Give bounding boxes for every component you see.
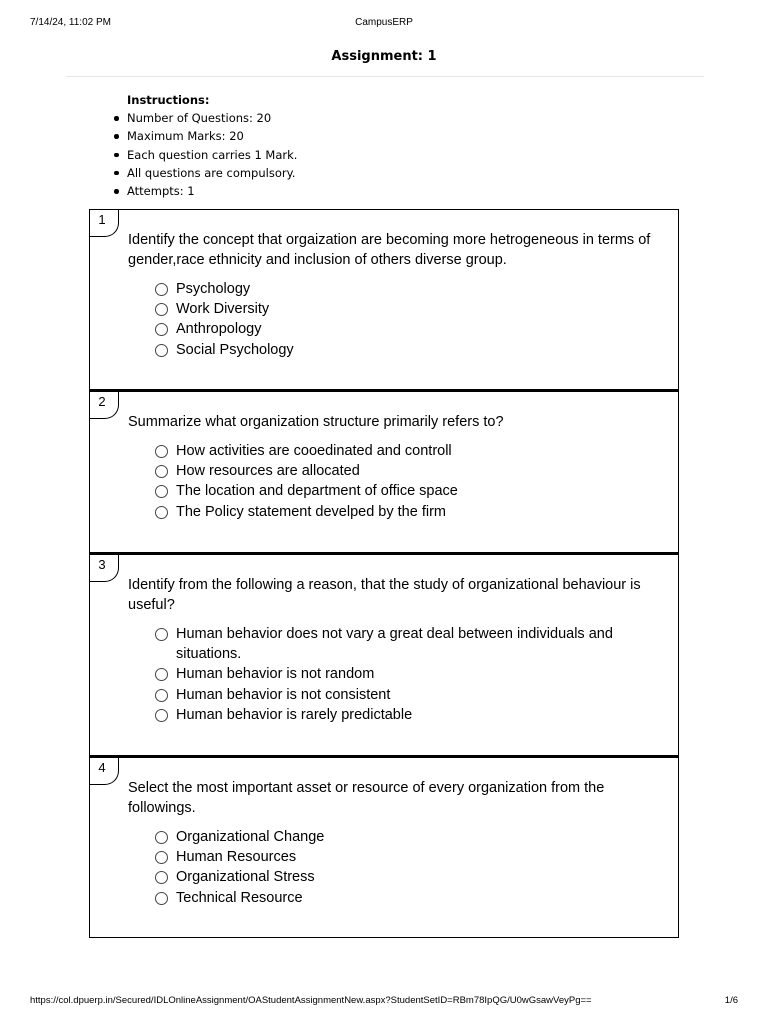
option-label: Work Diversity: [176, 301, 270, 318]
answer-option[interactable]: [155, 502, 638, 522]
radio-button[interactable]: [155, 485, 168, 498]
answer-option[interactable]: [155, 685, 638, 705]
print-header: [30, 17, 738, 31]
question-card-1: [89, 209, 679, 391]
answer-option[interactable]: [155, 340, 638, 360]
option-label: The Policy statement develped by the firm: [176, 503, 446, 520]
answer-option[interactable]: [155, 299, 638, 319]
answer-option[interactable]: [155, 461, 638, 481]
answer-option[interactable]: [155, 827, 638, 847]
instruction-item: Number of Questions: 20: [127, 109, 297, 127]
radio-button[interactable]: [155, 689, 168, 702]
option-label: How resources are allocated: [176, 463, 360, 480]
option-label: Human behavior is not random: [176, 666, 375, 683]
answer-options: [155, 279, 638, 360]
answer-option[interactable]: [155, 867, 638, 887]
answer-options: [155, 827, 638, 908]
page-url: https://col.dpuerp.in/Secured/IDLOnlineAssignment/OAStudentAssignmentNew.aspx?StudentSetID=RBm78IpQG/U0wGsawVeyPg==: [30, 995, 592, 1006]
radio-button[interactable]: [155, 465, 168, 478]
page-title: Assignment: 1: [331, 49, 437, 64]
option-label: Human behavior is not consistent: [176, 686, 391, 703]
instructions-list: [127, 109, 297, 200]
option-label: Anthropology: [176, 321, 262, 338]
answer-options: [155, 441, 638, 522]
instruction-item: Maximum Marks: 20: [127, 127, 297, 145]
question-number: 2: [90, 392, 119, 419]
instruction-item: Each question carries 1 Mark.: [127, 146, 297, 164]
option-label: Technical Resource: [176, 889, 303, 906]
radio-button[interactable]: [155, 892, 168, 905]
radio-button[interactable]: [155, 323, 168, 336]
radio-button[interactable]: [155, 445, 168, 458]
radio-button[interactable]: [155, 628, 168, 641]
question-card-3: [89, 552, 679, 757]
title-divider: [66, 76, 704, 77]
print-datetime: 7/14/24, 11:02 PM: [30, 17, 111, 28]
instructions-block: [127, 92, 297, 200]
question-number: 4: [90, 758, 119, 785]
question-card-4: [89, 755, 679, 938]
radio-button[interactable]: [155, 344, 168, 357]
question-number: 1: [90, 210, 119, 237]
question-text: Identify the concept that orgaization are becoming more hetrogeneous in terms of gender,race ethnicity and inclusion of others diverse group.: [128, 232, 651, 268]
option-label: How activities are cooedinated and controll: [176, 443, 452, 459]
option-label: The location and department of office space: [176, 483, 458, 500]
answer-option[interactable]: [155, 705, 638, 725]
answer-option[interactable]: [155, 319, 638, 339]
answer-option[interactable]: [155, 888, 638, 908]
question-card-2: [89, 389, 679, 554]
answer-option[interactable]: [155, 664, 638, 684]
radio-button[interactable]: [155, 668, 168, 681]
answer-option[interactable]: [155, 624, 638, 664]
answer-option[interactable]: [155, 441, 638, 461]
answer-option[interactable]: [155, 481, 638, 501]
option-label: Human behavior does not vary a great deal between individuals and situations.: [176, 626, 613, 663]
instruction-item: Attempts: 1: [127, 182, 297, 200]
option-label: Human behavior is rarely predictable: [176, 706, 413, 723]
page-number: 1/6: [724, 995, 738, 1006]
option-label: Organizational Change: [176, 829, 325, 845]
instruction-item: All questions are compulsory.: [127, 164, 297, 182]
radio-button[interactable]: [155, 871, 168, 884]
answer-option[interactable]: [155, 847, 638, 867]
radio-button[interactable]: [155, 709, 168, 722]
print-footer: [30, 995, 738, 1007]
print-site-name: CampusERP: [355, 17, 413, 28]
option-label: Social Psychology: [176, 341, 294, 358]
radio-button[interactable]: [155, 831, 168, 844]
option-label: Psychology: [176, 281, 251, 297]
radio-button[interactable]: [155, 851, 168, 864]
question-text: Identify from the following a reason, that the study of organizational behaviour is useful?: [128, 577, 641, 613]
option-label: Organizational Stress: [176, 869, 315, 886]
question-text: Select the most important asset or resource of every organization from the followings.: [128, 780, 605, 816]
answer-option[interactable]: [155, 279, 638, 299]
radio-button[interactable]: [155, 506, 168, 519]
instructions-heading: Instructions:: [127, 93, 210, 107]
radio-button[interactable]: [155, 303, 168, 316]
question-text: Summarize what organization structure primarily refers to?: [128, 414, 504, 430]
question-number: 3: [90, 555, 119, 582]
option-label: Human Resources: [176, 849, 297, 866]
radio-button[interactable]: [155, 283, 168, 296]
answer-options: [155, 624, 638, 725]
